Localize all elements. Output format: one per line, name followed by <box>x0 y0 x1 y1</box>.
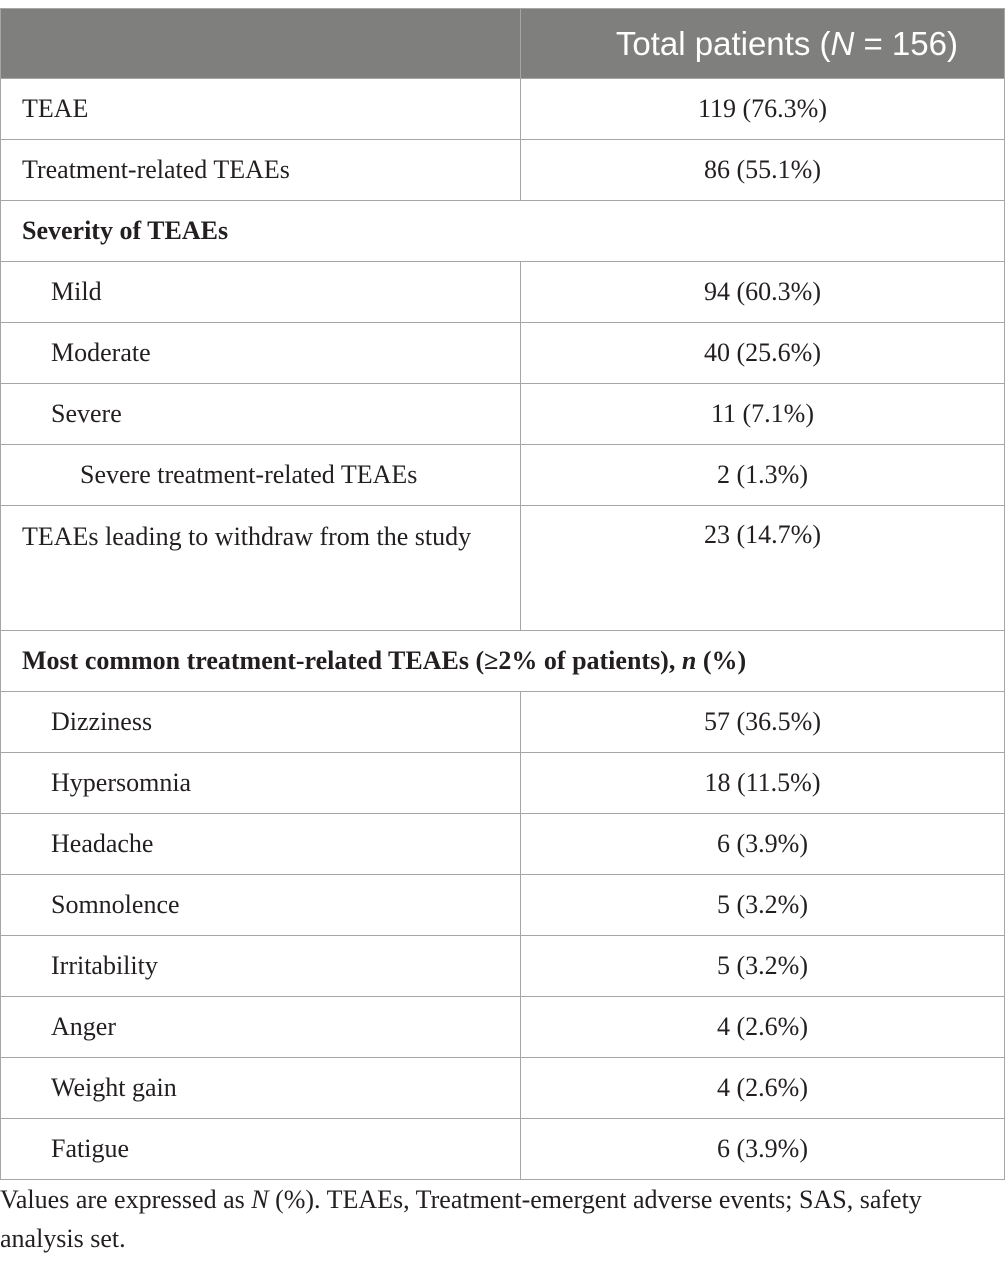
row-value: 57 (36.5%) <box>521 692 1005 753</box>
row-label: Treatment-related TEAEs <box>1 140 521 201</box>
row-value: 6 (3.9%) <box>521 1119 1005 1180</box>
section-title: Severity of TEAEs <box>1 201 1005 262</box>
row-value: 5 (3.2%) <box>521 875 1005 936</box>
row-label: Irritability <box>1 936 521 997</box>
adverse-events-table <box>0 8 1005 1180</box>
row-value: 2 (1.3%) <box>521 445 1005 506</box>
table-row <box>1 1119 1005 1180</box>
table-row <box>1 997 1005 1058</box>
section-title: Most common treatment-related TEAEs (≥2% of patients), n (%) <box>1 631 1005 692</box>
row-label: Severe <box>1 384 521 445</box>
row-label: Somnolence <box>1 875 521 936</box>
row-label: TEAEs leading to withdraw from the study <box>1 506 521 631</box>
section-severity <box>1 201 1005 262</box>
table-header-row <box>1 9 1005 79</box>
row-label: Mild <box>1 262 521 323</box>
row-value: 6 (3.9%) <box>521 814 1005 875</box>
section-most-common <box>1 631 1005 692</box>
row-value: 94 (60.3%) <box>521 262 1005 323</box>
row-label: Hypersomnia <box>1 753 521 814</box>
table-row <box>1 753 1005 814</box>
table-row <box>1 445 1005 506</box>
table-row-teae <box>1 79 1005 140</box>
row-value: 11 (7.1%) <box>521 384 1005 445</box>
row-value: 4 (2.6%) <box>521 1058 1005 1119</box>
table-row-withdraw <box>1 506 1005 631</box>
row-label: TEAE <box>1 79 521 140</box>
table-row <box>1 323 1005 384</box>
table-row <box>1 262 1005 323</box>
table-row <box>1 384 1005 445</box>
row-value: 40 (25.6%) <box>521 323 1005 384</box>
table-footnote: Values are expressed as N (%). TEAEs, Treatment-emergent adverse events; SAS, safety analysis set. <box>0 1185 922 1253</box>
row-label: Moderate <box>1 323 521 384</box>
header-label-cell <box>1 9 521 79</box>
table-row <box>1 692 1005 753</box>
row-value: 5 (3.2%) <box>521 936 1005 997</box>
row-value: 23 (14.7%) <box>521 506 1005 631</box>
table-row <box>1 814 1005 875</box>
row-label: Headache <box>1 814 521 875</box>
row-value: 18 (11.5%) <box>521 753 1005 814</box>
row-value: 4 (2.6%) <box>521 997 1005 1058</box>
row-label: Anger <box>1 997 521 1058</box>
table-row <box>1 936 1005 997</box>
row-label: Weight gain <box>1 1058 521 1119</box>
row-value: 119 (76.3%) <box>521 79 1005 140</box>
row-value: 86 (55.1%) <box>521 140 1005 201</box>
table-row-treatment-related <box>1 140 1005 201</box>
row-label: Dizziness <box>1 692 521 753</box>
header-total-patients: Total patients (N = 156) <box>521 9 1005 79</box>
row-label: Severe treatment-related TEAEs <box>1 445 521 506</box>
table-row <box>1 1058 1005 1119</box>
table-row <box>1 875 1005 936</box>
row-label: Fatigue <box>1 1119 521 1180</box>
